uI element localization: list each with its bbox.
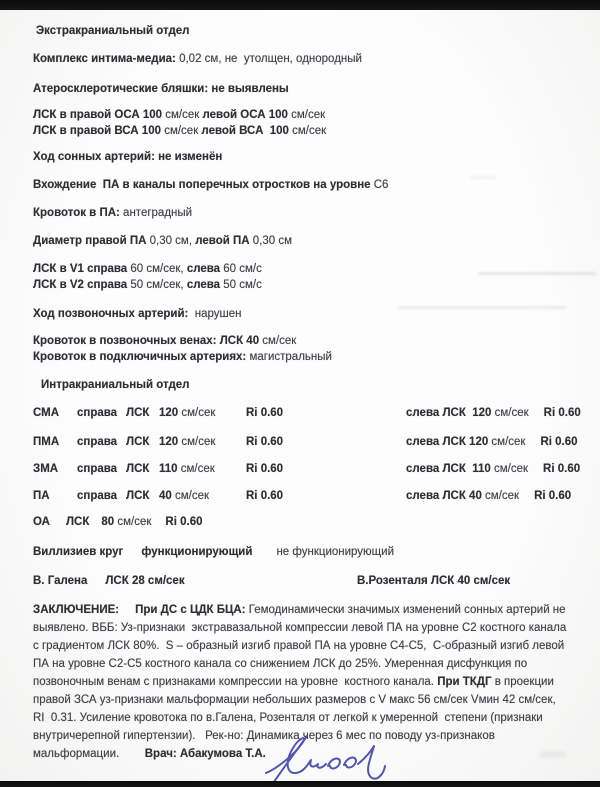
line-subclavian xyxy=(33,350,573,364)
line-pa-diameter xyxy=(33,234,573,248)
field-value: 50 см/с xyxy=(220,279,262,291)
left-lsk: слева ЛСК 120 xyxy=(406,436,489,448)
artery-name: ЗМА xyxy=(33,463,59,475)
field-label: ЛСК в V1 справа xyxy=(33,263,128,275)
left-unit: см/сек xyxy=(491,407,529,419)
lsk-left-oca: левой ОСА 100 xyxy=(202,109,288,121)
field-value: см/сек xyxy=(259,335,297,347)
artery-name: ПА xyxy=(33,490,50,502)
velocity xyxy=(159,489,246,503)
field-label: Диаметр правой ПА xyxy=(33,235,147,247)
field-value: 0,30 см, xyxy=(146,235,196,247)
scan-artifact xyxy=(470,176,496,179)
left-side-values xyxy=(406,489,571,503)
line-oa xyxy=(33,515,573,529)
signature-stroke xyxy=(344,758,356,768)
left-lsk: слева ЛСК 120 xyxy=(406,407,492,419)
section-title-intracranial xyxy=(33,378,573,392)
left-ri: Ri 0.60 xyxy=(534,490,572,502)
field-label: слева xyxy=(186,279,221,291)
line-lsk-oca xyxy=(33,108,573,122)
velocity xyxy=(159,435,246,449)
lsk-label: ЛСК xyxy=(126,463,150,475)
line-vertebral-veins xyxy=(33,334,573,348)
conclusion-text: в проекции правой ЗСА уз-признаки мальформации небольших размеров с V макс 56 см/сек Vмин 42 см/сек, RI 0.31. Усиление кровотока по в.Галена, Розенталя от легкой к умеренной степени (признаки внутричерепной гипертензии). Рек-но: Динамика через 6 мес по поводу уз-признаков мальформации. xyxy=(33,676,563,760)
line-intima-media xyxy=(33,52,573,66)
field-value: С6 xyxy=(370,179,389,191)
artery-name: ПМА xyxy=(33,436,60,448)
field-label: Комплекс интима-медиа: xyxy=(33,53,176,65)
left-unit: см/сек xyxy=(481,490,520,502)
conclusion-bold-ds: При ДС с ЦДК БЦА: xyxy=(135,604,246,616)
left-unit: см/сек xyxy=(490,463,529,475)
velocity-unit: см/сек xyxy=(178,407,216,419)
vein-galen-value: ЛСК 28 см/сек xyxy=(105,575,185,587)
willis-option-functioning: функционирующий xyxy=(141,546,253,558)
field-value: 60 см/с xyxy=(220,263,262,275)
letterbox-bottom xyxy=(0,781,600,787)
left-ri: Ri 0.60 xyxy=(543,407,581,419)
lsk-label: ЛСК xyxy=(126,490,150,502)
lsk-right-vca: ЛСК в правой ВСА 100 xyxy=(33,125,161,137)
signature-stroke xyxy=(266,738,326,773)
line-pa-entry xyxy=(33,178,573,192)
line-veins-galen-rosenthal xyxy=(33,574,573,588)
lsk-label: ЛСК xyxy=(65,516,90,528)
spacer xyxy=(119,604,135,616)
field-label: Кровоток в ПА: xyxy=(33,207,120,219)
intracranial-row-zma xyxy=(33,462,581,476)
conclusion-text: Гемодинамически значимых изменений сонных артерий не выявлено. ВББ: Уз-признаки экстравазальной компрессии левой ПА на уровне С2 костного канала с градиентом ЛСК 80%. S – образный изгиб правой ПА на уровне С4-С5, С-образный изгиб левой ПА на уровне С2-С5 костного канала со снижением ЛСК до 25%. Умеренная дисфункция по позвоночным венам с признаками компрессии на уровне костного канала. xyxy=(33,604,570,688)
side-label: справа xyxy=(77,463,118,475)
velocity-unit: см/сек xyxy=(114,516,152,528)
lsk-label: ЛСК xyxy=(126,436,150,448)
velocity-value: 110 xyxy=(159,463,178,475)
ri-value: Ri 0.60 xyxy=(246,407,284,419)
left-lsk: слева ЛСК 40 xyxy=(406,490,482,502)
side-label: справа xyxy=(77,490,118,502)
velocity-value: 40 xyxy=(159,490,172,502)
conclusion-bold-tkdg: При ТКДГ xyxy=(437,676,492,688)
field-label: Виллизиев круг xyxy=(33,546,124,558)
left-side-values xyxy=(406,435,578,449)
ri-value: Ri 0.60 xyxy=(246,463,284,475)
signature-stroke xyxy=(358,746,385,779)
scan-artifact xyxy=(540,752,566,757)
ri-value: Ri 0.60 xyxy=(165,516,203,528)
artery-name: СМА xyxy=(33,407,60,419)
field-value: магистральный xyxy=(246,351,332,363)
lsk-right-oca: ЛСК в правой ОСА 100 xyxy=(33,109,163,121)
unit: см/сек xyxy=(162,109,203,121)
ri-value: Ri 0.60 xyxy=(246,490,284,502)
line-willis-circle xyxy=(33,545,573,559)
velocity xyxy=(159,406,246,420)
field-label: левой ПА xyxy=(195,235,250,247)
left-ri: Ri 0.60 xyxy=(543,463,581,475)
vein-rosenthal-value: В.Розенталя ЛСК 40 см/сек xyxy=(357,575,511,587)
line-pa-flow xyxy=(33,206,573,220)
section-title-text: Интракраниальный отдел xyxy=(41,379,190,391)
field-value: антеградный xyxy=(119,207,193,219)
field-label: слева xyxy=(186,263,221,275)
side-label: справа xyxy=(77,407,118,419)
intracranial-row-pma xyxy=(33,435,578,449)
lsk-left-vca: левой ВСА 100 xyxy=(201,125,289,137)
unit: см/сек xyxy=(287,109,326,121)
velocity-unit: см/сек xyxy=(177,463,215,475)
left-side-values xyxy=(406,462,580,476)
letterbox-top xyxy=(0,0,600,10)
field-label: Атеросклеротические бляшки: не выявлены xyxy=(33,83,289,95)
ri-value: Ri 0.60 xyxy=(246,436,284,448)
artery-name: ОА xyxy=(33,516,50,528)
line-plaques xyxy=(33,82,573,96)
field-value: 60 см/сек, xyxy=(127,263,187,275)
lsk-label: ЛСК xyxy=(126,407,150,419)
field-label: Вхождение ПА в каналы поперечных отростков на уровне xyxy=(33,179,371,191)
left-unit: см/сек xyxy=(488,436,526,448)
signature-stroke xyxy=(328,759,340,769)
field-value: 0,02 см, не утолщен, однородный xyxy=(175,53,362,65)
line-carotid-course xyxy=(33,150,573,164)
field-label: ЛСК в V2 справа xyxy=(33,279,128,291)
vein-galen-label: В. Галена xyxy=(33,575,88,587)
conclusion-label: ЗАКЛЮЧЕНИЕ: xyxy=(33,604,120,616)
intracranial-row-pa xyxy=(33,489,573,503)
doctor-name: Врач: Абакумова Т.А. xyxy=(144,748,266,760)
unit: см/сек xyxy=(161,125,202,137)
field-value: нарушен xyxy=(188,308,242,320)
line-vertebral-course xyxy=(33,307,573,321)
left-side-values xyxy=(406,406,581,420)
section-title-extracranial xyxy=(33,24,573,38)
willis-option-not-functioning: не функционирующий xyxy=(276,546,394,558)
velocity xyxy=(159,462,246,476)
velocity-value: 120 xyxy=(159,436,179,448)
scan-artifact xyxy=(478,272,596,275)
velocity-value: 80 xyxy=(101,516,115,528)
side-label: справа xyxy=(77,436,118,448)
report-content xyxy=(0,10,600,763)
unit: см/сек xyxy=(288,125,327,137)
field-label: Ход позвоночных артерий: xyxy=(33,308,189,320)
field-value: 50 см/сек, xyxy=(127,279,187,291)
velocity-unit: см/сек xyxy=(178,436,216,448)
section-title-text: Экстракраниальный отдел xyxy=(36,25,190,37)
intracranial-row-sma xyxy=(33,406,581,420)
field-label: Кровоток в позвоночных венах: ЛСК 40 xyxy=(33,335,260,347)
handwritten-signature xyxy=(250,733,400,787)
field-label: Кровоток в подключичных артериях: xyxy=(33,351,247,363)
velocity-unit: см/сек xyxy=(171,490,210,502)
line-lsk-vca xyxy=(33,124,573,138)
velocity-value: 120 xyxy=(159,407,179,419)
scan-artifact xyxy=(398,306,566,309)
line-lsk-v2 xyxy=(33,278,573,292)
left-ri: Ri 0.60 xyxy=(540,436,578,448)
field-label: Ход сонных артерий: не изменён xyxy=(33,151,223,163)
left-lsk: слева ЛСК 110 xyxy=(406,463,491,475)
signature-stroke xyxy=(272,736,307,785)
field-value: 0,30 см xyxy=(249,235,292,247)
